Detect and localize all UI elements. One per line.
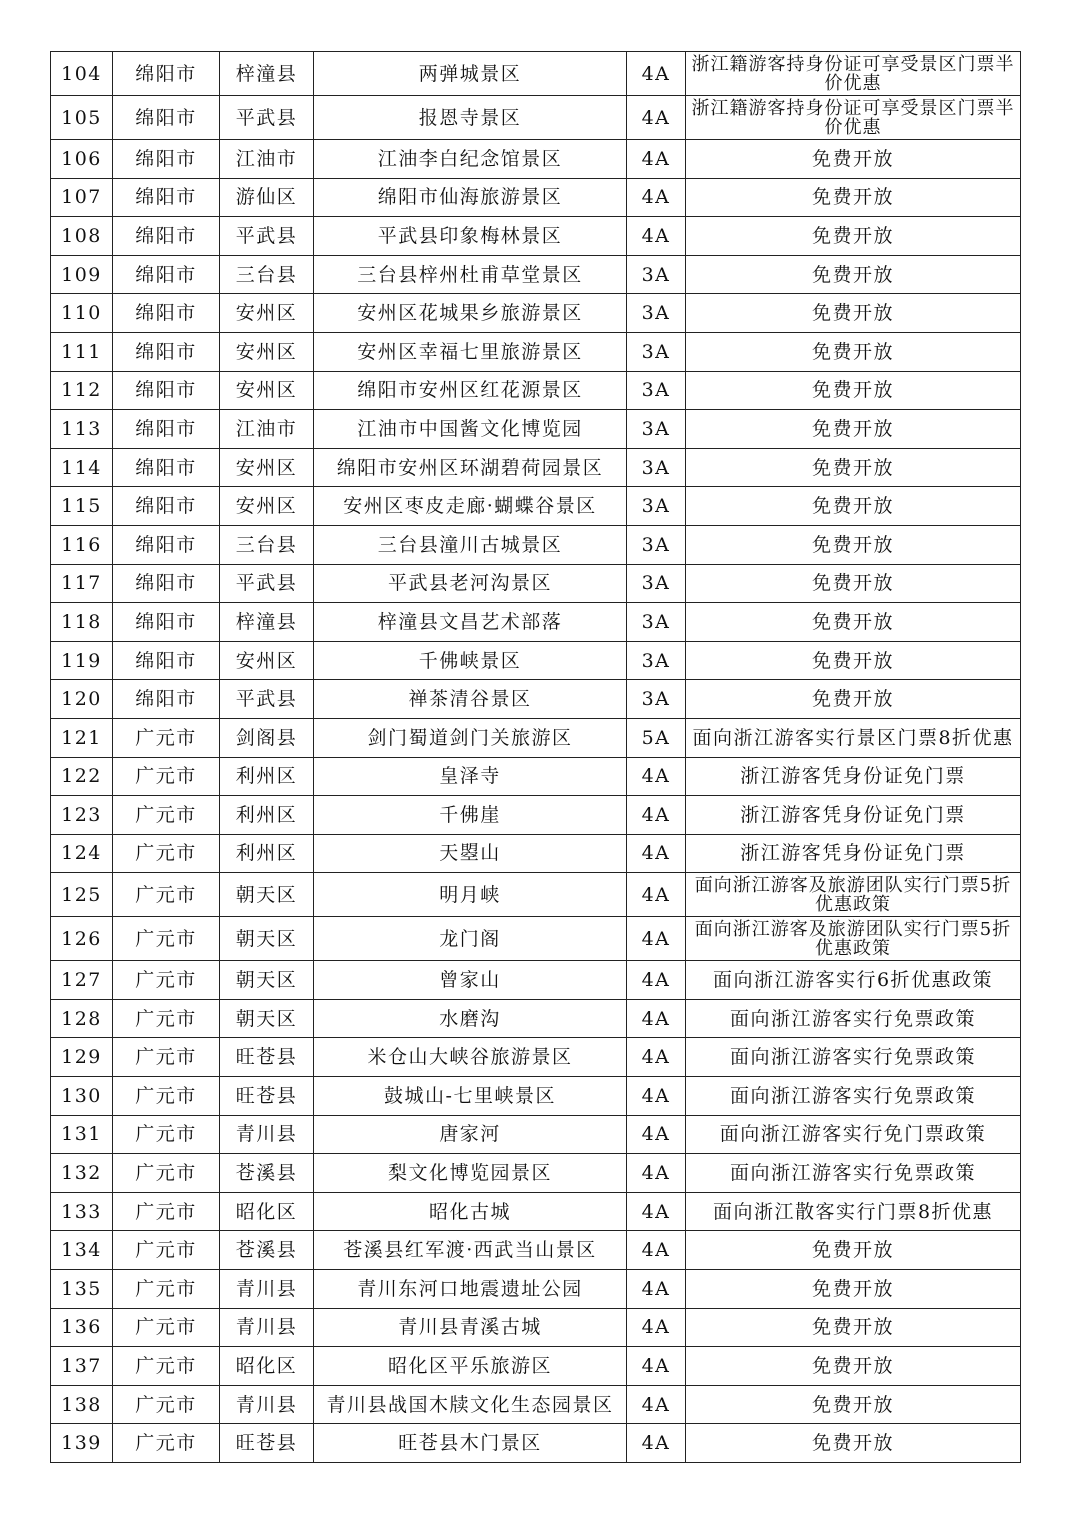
discount-policy: 免费开放: [686, 1270, 1021, 1309]
table-row: [51, 1385, 1021, 1424]
city-cell: 广元市: [113, 1347, 220, 1386]
discount-policy: 免费开放: [686, 448, 1021, 487]
scenic-spot-name: 绵阳市安州区红花源景区: [314, 371, 627, 410]
table-row: [51, 999, 1021, 1038]
grade-level: 3A: [627, 255, 686, 294]
table-row: [51, 873, 1021, 917]
grade-level: 4A: [627, 917, 686, 961]
city-cell: 绵阳市: [113, 603, 220, 642]
discount-policy: 免费开放: [686, 525, 1021, 564]
county-cell: 青川县: [220, 1308, 314, 1347]
row-number: 113: [51, 410, 113, 449]
county-cell: 游仙区: [220, 178, 314, 217]
city-cell: 广元市: [113, 1308, 220, 1347]
grade-level: 4A: [627, 796, 686, 835]
grade-level: 4A: [627, 1192, 686, 1231]
city-cell: 绵阳市: [113, 680, 220, 719]
grade-level: 3A: [627, 487, 686, 526]
county-cell: 平武县: [220, 96, 314, 140]
grade-level: 4A: [627, 1308, 686, 1347]
scenic-spot-name: 皇泽寺: [314, 757, 627, 796]
scenic-spot-name: 江油李白纪念馆景区: [314, 140, 627, 179]
table-row: [51, 564, 1021, 603]
discount-policy: 浙江籍游客持身份证可享受景区门票半价优惠: [686, 96, 1021, 140]
scenic-spot-name: 青川县战国木牍文化生态园景区: [314, 1385, 627, 1424]
city-cell: 绵阳市: [113, 487, 220, 526]
table-row: [51, 332, 1021, 371]
grade-level: 4A: [627, 1385, 686, 1424]
county-cell: 平武县: [220, 680, 314, 719]
city-cell: 广元市: [113, 1385, 220, 1424]
scenic-spot-name: 唐家河: [314, 1115, 627, 1154]
discount-policy: 免费开放: [686, 217, 1021, 256]
discount-policy: 面向浙江散客实行门票8折优惠: [686, 1192, 1021, 1231]
grade-level: 3A: [627, 641, 686, 680]
discount-policy: 免费开放: [686, 410, 1021, 449]
county-cell: 旺苍县: [220, 1424, 314, 1463]
scenic-spot-name: 青川东河口地震遗址公园: [314, 1270, 627, 1309]
county-cell: 安州区: [220, 332, 314, 371]
scenic-spot-name: 昭化区平乐旅游区: [314, 1347, 627, 1386]
row-number: 133: [51, 1192, 113, 1231]
city-cell: 广元市: [113, 1038, 220, 1077]
city-cell: 绵阳市: [113, 410, 220, 449]
table-row: [51, 796, 1021, 835]
row-number: 104: [51, 52, 113, 96]
scenic-spot-name: 剑门蜀道剑门关旅游区: [314, 718, 627, 757]
row-number: 136: [51, 1308, 113, 1347]
county-cell: 三台县: [220, 525, 314, 564]
scenic-spot-table: [50, 51, 1021, 1463]
scenic-spot-name: 天曌山: [314, 834, 627, 873]
row-number: 137: [51, 1347, 113, 1386]
table-row: [51, 96, 1021, 140]
county-cell: 苍溪县: [220, 1154, 314, 1193]
discount-policy: 面向浙江游客实行免门票政策: [686, 1115, 1021, 1154]
row-number: 105: [51, 96, 113, 140]
table-row: [51, 1154, 1021, 1193]
grade-level: 4A: [627, 1154, 686, 1193]
discount-policy: 免费开放: [686, 641, 1021, 680]
grade-level: 3A: [627, 371, 686, 410]
county-cell: 利州区: [220, 796, 314, 835]
table-row: [51, 1192, 1021, 1231]
discount-policy: 免费开放: [686, 680, 1021, 719]
table-body: [51, 52, 1021, 1463]
row-number: 118: [51, 603, 113, 642]
table-row: [51, 718, 1021, 757]
table-row: [51, 1270, 1021, 1309]
county-cell: 昭化区: [220, 1347, 314, 1386]
discount-policy: 面向浙江游客及旅游团队实行门票5折优惠政策: [686, 917, 1021, 961]
row-number: 127: [51, 961, 113, 1000]
grade-level: 4A: [627, 1038, 686, 1077]
row-number: 124: [51, 834, 113, 873]
county-cell: 利州区: [220, 834, 314, 873]
discount-policy: 免费开放: [686, 1231, 1021, 1270]
row-number: 135: [51, 1270, 113, 1309]
discount-policy: 浙江游客凭身份证免门票: [686, 834, 1021, 873]
grade-level: 4A: [627, 999, 686, 1038]
scenic-spot-name: 禅茶清谷景区: [314, 680, 627, 719]
table-row: [51, 834, 1021, 873]
county-cell: 安州区: [220, 641, 314, 680]
city-cell: 广元市: [113, 873, 220, 917]
discount-policy: 免费开放: [686, 140, 1021, 179]
scenic-spot-name: 三台县梓州杜甫草堂景区: [314, 255, 627, 294]
county-cell: 江油市: [220, 410, 314, 449]
scenic-spot-name: 昭化古城: [314, 1192, 627, 1231]
county-cell: 安州区: [220, 487, 314, 526]
county-cell: 苍溪县: [220, 1231, 314, 1270]
scenic-spot-name: 鼓城山-七里峡景区: [314, 1077, 627, 1116]
table-row: [51, 217, 1021, 256]
grade-level: 4A: [627, 757, 686, 796]
scenic-spot-name: 千佛崖: [314, 796, 627, 835]
grade-level: 3A: [627, 564, 686, 603]
discount-policy: 浙江游客凭身份证免门票: [686, 757, 1021, 796]
scenic-spot-name: 三台县潼川古城景区: [314, 525, 627, 564]
city-cell: 绵阳市: [113, 371, 220, 410]
discount-policy: 免费开放: [686, 178, 1021, 217]
grade-level: 4A: [627, 873, 686, 917]
table-row: [51, 255, 1021, 294]
table-row: [51, 961, 1021, 1000]
county-cell: 梓潼县: [220, 603, 314, 642]
city-cell: 绵阳市: [113, 332, 220, 371]
row-number: 139: [51, 1424, 113, 1463]
grade-level: 4A: [627, 52, 686, 96]
scenic-spot-name: 千佛峡景区: [314, 641, 627, 680]
county-cell: 朝天区: [220, 999, 314, 1038]
discount-policy: 免费开放: [686, 487, 1021, 526]
city-cell: 绵阳市: [113, 178, 220, 217]
city-cell: 绵阳市: [113, 641, 220, 680]
grade-level: 4A: [627, 1115, 686, 1154]
grade-level: 4A: [627, 96, 686, 140]
city-cell: 绵阳市: [113, 140, 220, 179]
table-row: [51, 1424, 1021, 1463]
city-cell: 绵阳市: [113, 255, 220, 294]
discount-policy: 免费开放: [686, 294, 1021, 333]
table-row: [51, 371, 1021, 410]
discount-policy: 面向浙江游客实行景区门票8折优惠: [686, 718, 1021, 757]
grade-level: 3A: [627, 332, 686, 371]
city-cell: 绵阳市: [113, 96, 220, 140]
row-number: 112: [51, 371, 113, 410]
scenic-spot-name: 安州区花城果乡旅游景区: [314, 294, 627, 333]
scenic-spot-name: 江油市中国酱文化博览园: [314, 410, 627, 449]
row-number: 130: [51, 1077, 113, 1116]
grade-level: 4A: [627, 834, 686, 873]
county-cell: 朝天区: [220, 917, 314, 961]
city-cell: 绵阳市: [113, 52, 220, 96]
discount-policy: 免费开放: [686, 1347, 1021, 1386]
row-number: 121: [51, 718, 113, 757]
county-cell: 剑阁县: [220, 718, 314, 757]
discount-policy: 免费开放: [686, 332, 1021, 371]
county-cell: 朝天区: [220, 873, 314, 917]
grade-level: 3A: [627, 448, 686, 487]
discount-policy: 面向浙江游客及旅游团队实行门票5折优惠政策: [686, 873, 1021, 917]
scenic-spot-name: 报恩寺景区: [314, 96, 627, 140]
row-number: 138: [51, 1385, 113, 1424]
table-row: [51, 680, 1021, 719]
row-number: 131: [51, 1115, 113, 1154]
scenic-spot-name: 安州区幸福七里旅游景区: [314, 332, 627, 371]
scenic-spot-name: 米仓山大峡谷旅游景区: [314, 1038, 627, 1077]
grade-level: 3A: [627, 680, 686, 719]
county-cell: 安州区: [220, 294, 314, 333]
row-number: 116: [51, 525, 113, 564]
city-cell: 绵阳市: [113, 564, 220, 603]
row-number: 128: [51, 999, 113, 1038]
county-cell: 青川县: [220, 1385, 314, 1424]
grade-level: 4A: [627, 961, 686, 1000]
city-cell: 广元市: [113, 796, 220, 835]
scenic-spot-name: 绵阳市安州区环湖碧荷园景区: [314, 448, 627, 487]
discount-policy: 免费开放: [686, 1424, 1021, 1463]
row-number: 110: [51, 294, 113, 333]
discount-policy: 面向浙江游客实行免票政策: [686, 999, 1021, 1038]
county-cell: 安州区: [220, 371, 314, 410]
row-number: 109: [51, 255, 113, 294]
row-number: 117: [51, 564, 113, 603]
grade-level: 4A: [627, 1270, 686, 1309]
city-cell: 绵阳市: [113, 525, 220, 564]
row-number: 107: [51, 178, 113, 217]
city-cell: 广元市: [113, 999, 220, 1038]
city-cell: 广元市: [113, 1115, 220, 1154]
discount-policy: 面向浙江游客实行免票政策: [686, 1038, 1021, 1077]
table-row: [51, 52, 1021, 96]
row-number: 120: [51, 680, 113, 719]
grade-level: 4A: [627, 217, 686, 256]
grade-level: 5A: [627, 718, 686, 757]
discount-policy: 免费开放: [686, 1385, 1021, 1424]
scenic-spot-name: 曾家山: [314, 961, 627, 1000]
discount-policy: 免费开放: [686, 255, 1021, 294]
city-cell: 广元市: [113, 1192, 220, 1231]
discount-policy: 浙江籍游客持身份证可享受景区门票半价优惠: [686, 52, 1021, 96]
city-cell: 广元市: [113, 1077, 220, 1116]
table-row: [51, 917, 1021, 961]
county-cell: 旺苍县: [220, 1077, 314, 1116]
scenic-spot-name: 两弹城景区: [314, 52, 627, 96]
row-number: 134: [51, 1231, 113, 1270]
county-cell: 安州区: [220, 448, 314, 487]
row-number: 132: [51, 1154, 113, 1193]
row-number: 114: [51, 448, 113, 487]
table-row: [51, 1115, 1021, 1154]
row-number: 123: [51, 796, 113, 835]
county-cell: 平武县: [220, 217, 314, 256]
county-cell: 江油市: [220, 140, 314, 179]
scenic-spot-name: 明月峡: [314, 873, 627, 917]
table-row: [51, 140, 1021, 179]
table-row: [51, 1347, 1021, 1386]
row-number: 106: [51, 140, 113, 179]
county-cell: 青川县: [220, 1115, 314, 1154]
grade-level: 4A: [627, 1077, 686, 1116]
city-cell: 绵阳市: [113, 448, 220, 487]
row-number: 126: [51, 917, 113, 961]
county-cell: 三台县: [220, 255, 314, 294]
city-cell: 绵阳市: [113, 294, 220, 333]
table-row: [51, 641, 1021, 680]
grade-level: 4A: [627, 1347, 686, 1386]
county-cell: 朝天区: [220, 961, 314, 1000]
county-cell: 昭化区: [220, 1192, 314, 1231]
table-row: [51, 1231, 1021, 1270]
grade-level: 4A: [627, 1424, 686, 1463]
grade-level: 3A: [627, 294, 686, 333]
row-number: 108: [51, 217, 113, 256]
row-number: 125: [51, 873, 113, 917]
table-row: [51, 1308, 1021, 1347]
county-cell: 青川县: [220, 1270, 314, 1309]
table-row: [51, 294, 1021, 333]
grade-level: 4A: [627, 140, 686, 179]
row-number: 115: [51, 487, 113, 526]
city-cell: 绵阳市: [113, 217, 220, 256]
scenic-spot-name: 旺苍县木门景区: [314, 1424, 627, 1463]
row-number: 111: [51, 332, 113, 371]
grade-level: 3A: [627, 410, 686, 449]
grade-level: 4A: [627, 1231, 686, 1270]
city-cell: 广元市: [113, 834, 220, 873]
grade-level: 3A: [627, 603, 686, 642]
scenic-spot-name: 绵阳市仙海旅游景区: [314, 178, 627, 217]
scenic-spot-name: 安州区枣皮走廊·蝴蝶谷景区: [314, 487, 627, 526]
scenic-spot-name: 水磨沟: [314, 999, 627, 1038]
city-cell: 广元市: [113, 917, 220, 961]
discount-policy: 面向浙江游客实行免票政策: [686, 1077, 1021, 1116]
discount-policy: 浙江游客凭身份证免门票: [686, 796, 1021, 835]
discount-policy: 免费开放: [686, 603, 1021, 642]
grade-level: 3A: [627, 525, 686, 564]
county-cell: 利州区: [220, 757, 314, 796]
discount-policy: 免费开放: [686, 1308, 1021, 1347]
table-row: [51, 1077, 1021, 1116]
grade-level: 4A: [627, 178, 686, 217]
row-number: 119: [51, 641, 113, 680]
city-cell: 广元市: [113, 757, 220, 796]
county-cell: 平武县: [220, 564, 314, 603]
discount-policy: 免费开放: [686, 371, 1021, 410]
scenic-spot-name: 梨文化博览园景区: [314, 1154, 627, 1193]
scenic-spot-name: 平武县印象梅林景区: [314, 217, 627, 256]
city-cell: 广元市: [113, 1424, 220, 1463]
scenic-spot-name: 青川县青溪古城: [314, 1308, 627, 1347]
county-cell: 旺苍县: [220, 1038, 314, 1077]
table-row: [51, 1038, 1021, 1077]
row-number: 122: [51, 757, 113, 796]
scenic-spot-name: 龙门阁: [314, 917, 627, 961]
city-cell: 广元市: [113, 1270, 220, 1309]
scenic-spot-name: 平武县老河沟景区: [314, 564, 627, 603]
discount-policy: 面向浙江游客实行6折优惠政策: [686, 961, 1021, 1000]
table-row: [51, 178, 1021, 217]
county-cell: 梓潼县: [220, 52, 314, 96]
discount-policy: 免费开放: [686, 564, 1021, 603]
table-row: [51, 487, 1021, 526]
table-row: [51, 525, 1021, 564]
discount-policy: 面向浙江游客实行免票政策: [686, 1154, 1021, 1193]
table-row: [51, 757, 1021, 796]
row-number: 129: [51, 1038, 113, 1077]
city-cell: 广元市: [113, 1154, 220, 1193]
city-cell: 广元市: [113, 718, 220, 757]
table-row: [51, 448, 1021, 487]
table-row: [51, 603, 1021, 642]
scenic-spot-name: 梓潼县文昌艺术部落: [314, 603, 627, 642]
city-cell: 广元市: [113, 1231, 220, 1270]
table-row: [51, 410, 1021, 449]
city-cell: 广元市: [113, 961, 220, 1000]
scenic-spot-name: 苍溪县红军渡·西武当山景区: [314, 1231, 627, 1270]
